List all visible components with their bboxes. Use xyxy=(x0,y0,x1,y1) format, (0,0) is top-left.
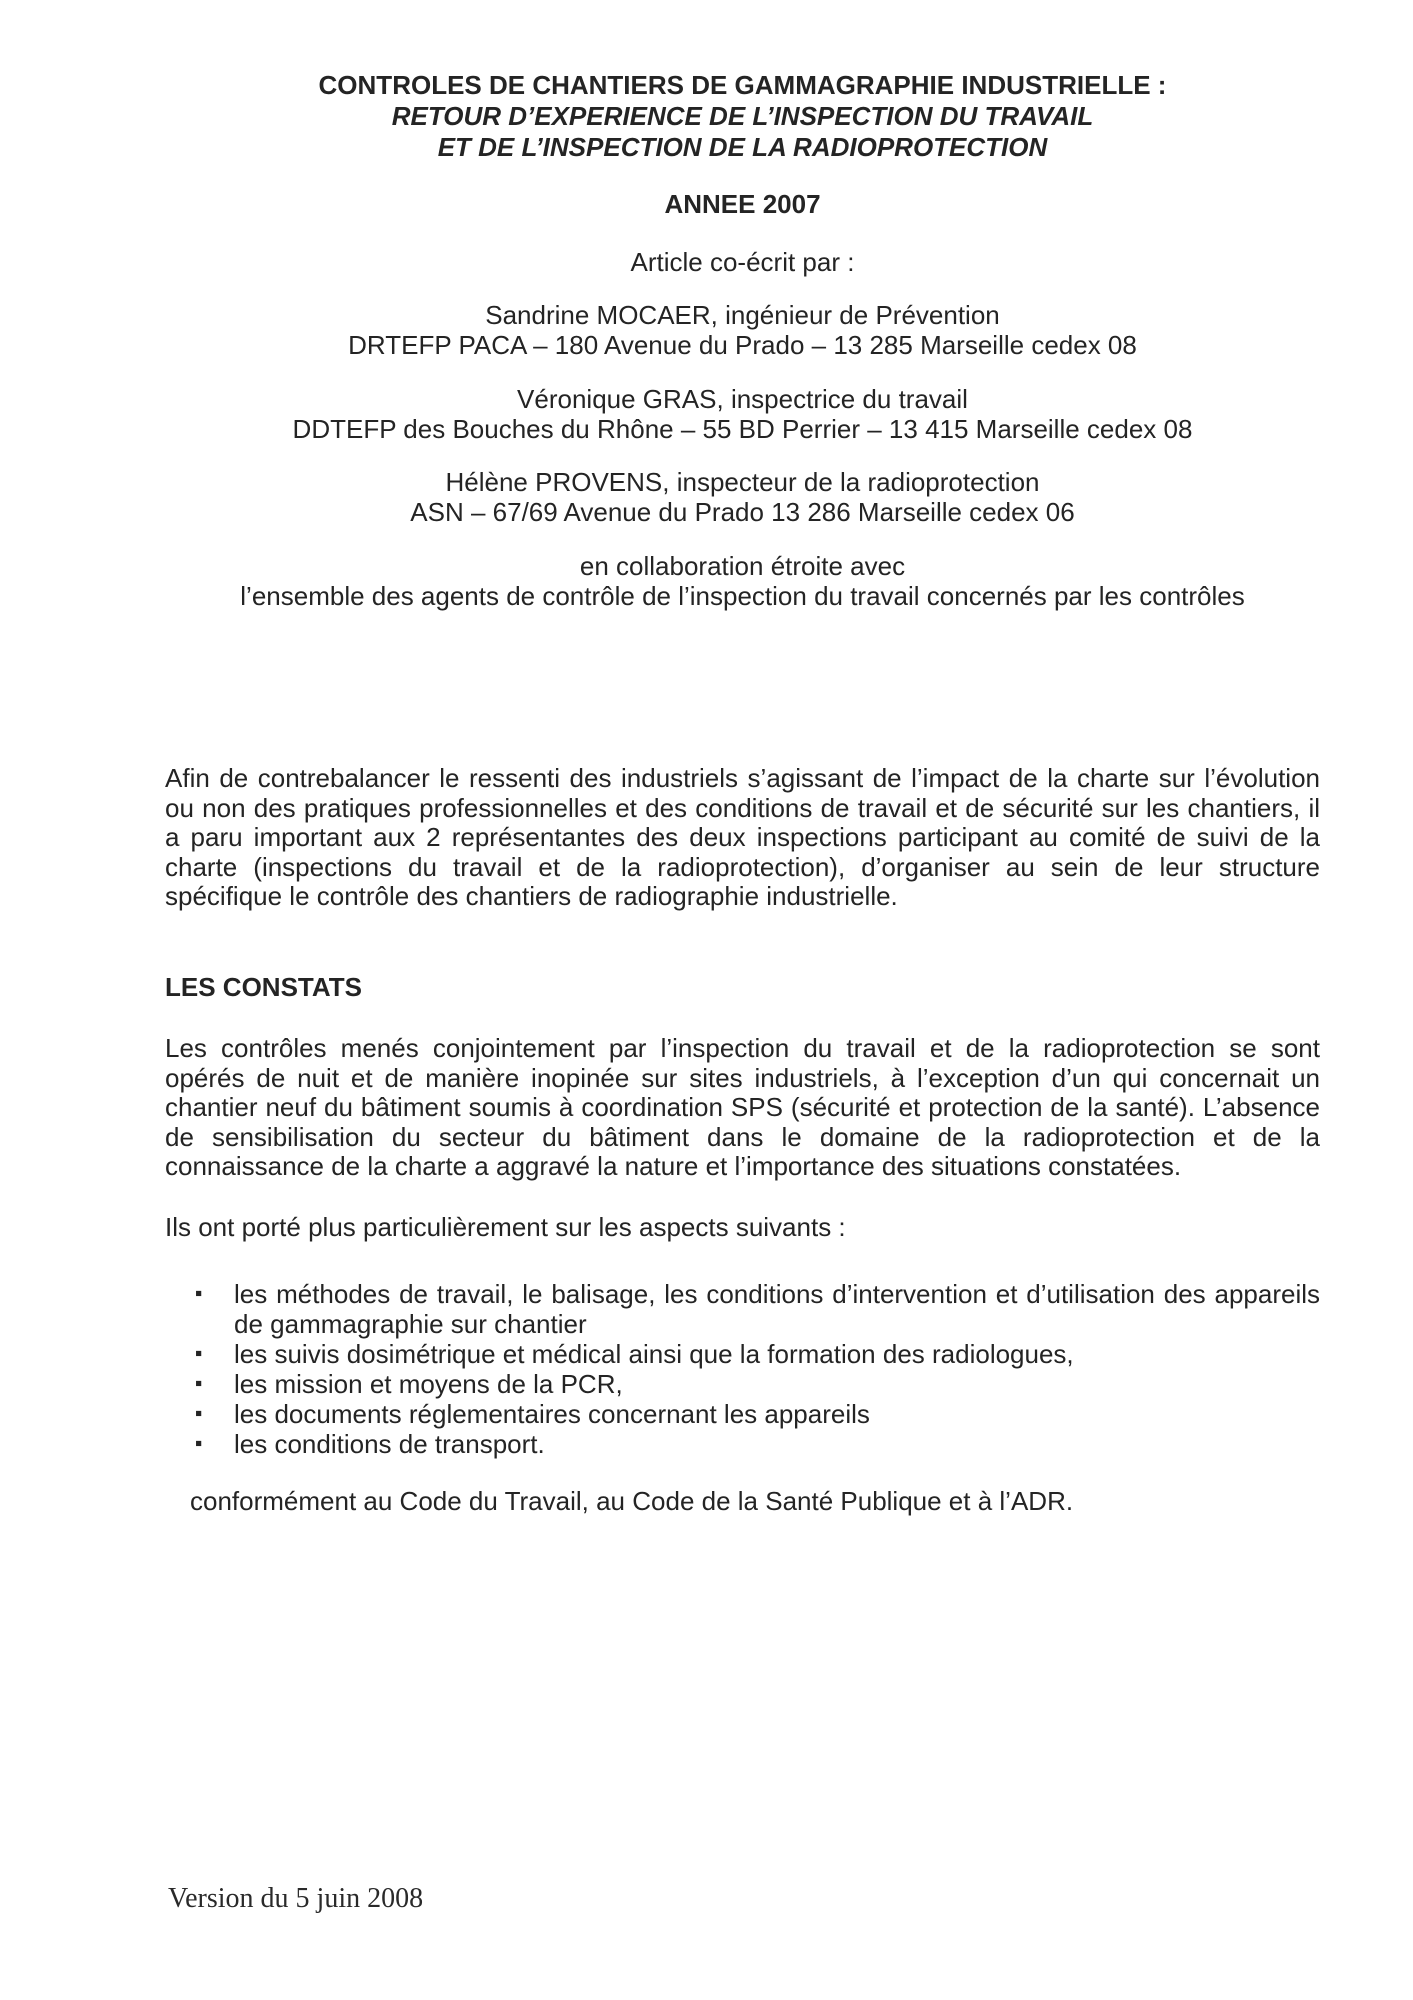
list-item xyxy=(165,1339,1320,1369)
byline-intro: Article co-écrit par : xyxy=(630,247,855,277)
list-item-line: les mission et moyens de la PCR, xyxy=(234,1369,623,1399)
paragraph-line: connaissance de la charte a aggravé la nature et l’importance des situations constatées. xyxy=(165,1151,1182,1181)
author-block-1 xyxy=(165,300,1320,360)
collaboration-line-2: l’ensemble des agents de contrôle de l’inspection du travail concernés par les contrôles xyxy=(240,581,1245,611)
paragraph-line: chantier neuf du bâtiment soumis à coordination SPS (sécurité et protection de la santé). L’absence xyxy=(165,1092,1320,1122)
document-title xyxy=(165,70,1320,163)
title-line-1: CONTROLES DE CHANTIERS DE GAMMAGRAPHIE INDUSTRIELLE : xyxy=(318,70,1167,100)
paragraph-line: ou non des pratiques professionnelles et des conditions de travail et de sécurité sur les chantiers, il xyxy=(165,792,1320,823)
paragraph-line: spécifique le contrôle des chantiers de radiographie industrielle. xyxy=(165,881,898,911)
list-item-line: de gammagraphie sur chantier xyxy=(234,1309,587,1339)
paragraph-line: opérés de nuit et de manière inopinée sur sites industriels, à l’exception d’un qui concernait un xyxy=(165,1062,1320,1093)
list-item-line: les documents réglementaires concernant les appareils xyxy=(234,1399,870,1429)
footer-version-text: Version du 5 juin 2008 xyxy=(168,1883,424,1914)
text-column xyxy=(165,0,1320,2000)
paragraph-line: de sensibilisation du secteur du bâtiment dans le domaine de la radioprotection et de la xyxy=(165,1121,1320,1152)
collaboration-note xyxy=(165,551,1320,611)
bullet-square-icon: ▪ xyxy=(195,1402,203,1425)
author-1-address: DRTEFP PACA – 180 Avenue du Prado – 13 285 Marseille cedex 08 xyxy=(348,330,1137,360)
author-block-3 xyxy=(165,467,1320,527)
bullet-square-icon: ▪ xyxy=(195,1282,203,1305)
author-2-address: DDTEFP des Bouches du Rhône – 55 BD Perrier – 13 415 Marseille cedex 08 xyxy=(292,414,1193,444)
title-line-2: RETOUR D’EXPERIENCE DE L’INSPECTION DU TRAVAIL xyxy=(391,101,1094,131)
aspects-bullet-list xyxy=(165,1279,1320,1459)
list-item-line: les suivis dosimétrique et médical ainsi que la formation des radiologues, xyxy=(234,1339,1074,1369)
paragraph-line: charte (inspections du travail et de la radioprotection), d’organiser au sein de leur structure xyxy=(165,851,1320,882)
constats-paragraph xyxy=(165,1034,1320,1182)
title-line-3: ET DE L’INSPECTION DE LA RADIOPROTECTION xyxy=(437,132,1048,162)
list-item xyxy=(165,1399,1320,1429)
collaboration-line-1: en collaboration étroite avec xyxy=(579,551,906,581)
author-3-name: Hélène PROVENS, inspecteur de la radioprotection xyxy=(445,467,1040,497)
paragraph-line: Afin de contrebalancer le ressenti des industriels s’agissant de l’impact de la charte sur l’évolution xyxy=(165,763,1320,793)
list-item xyxy=(165,1429,1320,1459)
author-3-address: ASN – 67/69 Avenue du Prado 13 286 Marseille cedex 06 xyxy=(410,497,1075,527)
author-2-name: Véronique GRAS, inspectrice du travail xyxy=(517,384,968,414)
list-item-line: les conditions de transport. xyxy=(234,1429,545,1459)
author-1-name: Sandrine MOCAER, ingénieur de Prévention xyxy=(485,300,1000,330)
conformity-note: conformément au Code du Travail, au Code de la Santé Publique et à l’ADR. xyxy=(190,1486,1074,1516)
paragraph-line: a paru important aux 2 représentantes des deux inspections participant au comité de suivi de la xyxy=(165,822,1320,852)
list-item xyxy=(165,1369,1320,1399)
section-heading: LES CONSTATS xyxy=(165,972,362,1002)
paragraph-line: Les contrôles menés conjointement par l’inspection du travail et de la radioprotection se sont xyxy=(165,1033,1320,1063)
list-item xyxy=(165,1279,1320,1339)
author-block-2 xyxy=(165,384,1320,444)
year-heading: ANNEE 2007 xyxy=(664,189,821,219)
intro-paragraph xyxy=(165,764,1320,912)
aspects-intro: Ils ont porté plus particulièrement sur les aspects suivants : xyxy=(165,1212,846,1242)
bullet-square-icon: ▪ xyxy=(195,1372,203,1395)
bullet-square-icon: ▪ xyxy=(195,1432,203,1455)
list-item-line: les méthodes de travail, le balisage, les conditions d’intervention et d’utilisation des appareils xyxy=(234,1279,1320,1309)
bullet-square-icon: ▪ xyxy=(195,1342,203,1365)
